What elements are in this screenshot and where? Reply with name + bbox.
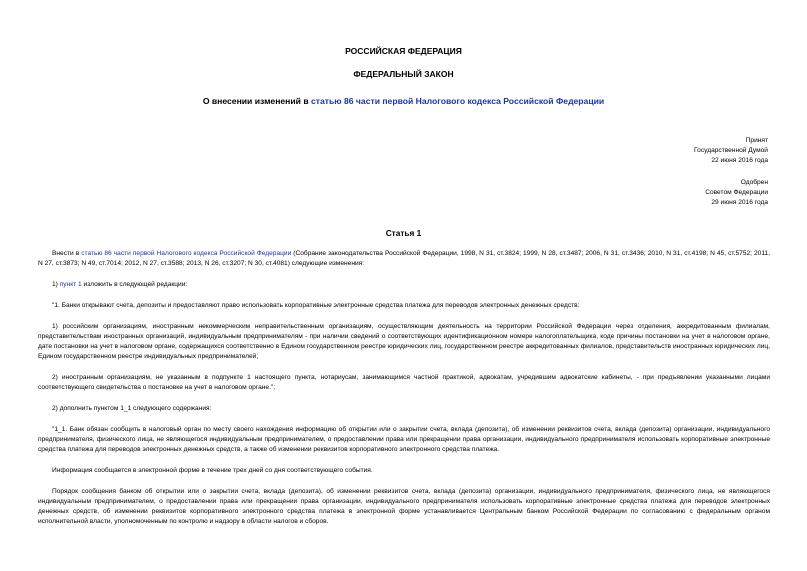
adoption-line-1: Принят bbox=[745, 137, 768, 144]
adoption-date: 22 июня 2016 года bbox=[711, 157, 768, 164]
information-paragraph: Информация сообщается в электронной форме в течение трех дней со дня соответствующего события. bbox=[52, 467, 373, 474]
law-type-heading: ФЕДЕРАЛЬНЫЙ ЗАКОН bbox=[353, 69, 454, 79]
article-body bbox=[38, 249, 770, 536]
point-1-link[interactable]: пункт 1 bbox=[59, 281, 82, 288]
subitem-2-paragraph: 2) иностранным организациям, не указанным в подпункте 1 настоящего пункта, нотариусам, занимающимся частной практикой, адвокатам, учредившим адвокатские кабинеты, - при предъявлении указанными лицами соответствующего свидетельства о постановке на учет в налоговом органе."; bbox=[38, 374, 770, 391]
procedure-paragraph: Порядок сообщения банком об открытии или о закрытии счета, вклада (депозита), об изменении реквизитов счета, вклада (депозита) организации, индивидуального предпринимателя, физического лица, не являющегося индивидуальным предпринимателем, о предоставлении права или прекращении права организации, индивидуального предпринимателя использовать корпоративные электронные средства платежа для переводов электронных денежных средств, об изменении реквизитов корпоративного электронного средства платежа в электронной форме устанавливается Центральным банком Российской Федерации по согласованию с федеральным органом исполнительной власти, уполномоченным по контролю и надзору в области налогов и сборов. bbox=[38, 488, 770, 525]
item-1-prefix: 1) bbox=[52, 281, 60, 288]
intro-paragraph bbox=[38, 249, 770, 269]
intro-prefix: Внести в bbox=[52, 250, 82, 257]
item-2-paragraph: 2) дополнить пунктом 1_1 следующего содержания: bbox=[52, 405, 212, 412]
law-title-prefix: О внесении изменений в bbox=[202, 96, 311, 106]
banks-paragraph: "1. Банки открывают счета, депозиты и предоставляют право использовать корпоративные электронные средства платежа для переводов электронных денежных средств: bbox=[52, 302, 580, 309]
subitem-1-paragraph: 1) российским организациям, иностранным некоммерческим неправительственным организациям, осуществляющим деятельность на территории Российской Федерации через отделения, аккредитованным филиалам, представительствам иностранных организаций, индивидуальным предпринимателям - при наличии сведений о соответствующих идентификационном номере налогоплательщика, коде причины постановки на учет в налоговом органе, дате постановки на учет в налоговом органе, содержащихся соответственно в Едином государственном реестре юридических лиц, государственном реестре аккредитованных филиалов, представительств иностранных юридических лиц, Едином государственном реестре индивидуальных предпринимателей; bbox=[38, 323, 770, 360]
item-1-rest: изложить в следующей редакции: bbox=[81, 281, 188, 288]
intro-rest: (Собрание законодательства Российской Федерации, 1998, N 31, ст.3824; 1999, N 28, ст.3487; 2006, N 31, ст.3436; 2010, N 31, ст.4198; N 45, ст.5752; 2011, N 27, ст.3873; N 49, ст.7014; 2012, N 27, ст.3588; 2013, N 26, ст.3207; N 30, ст.4081) следующие изменения: bbox=[38, 250, 770, 267]
article-title: Статья 1 bbox=[385, 228, 422, 238]
adoption-block bbox=[694, 136, 768, 166]
adoption-line-2: Государственной Думой bbox=[694, 147, 768, 154]
approval-line-1: Одобрен bbox=[740, 179, 768, 186]
approval-block bbox=[705, 178, 768, 208]
intro-article-link[interactable]: статью 86 части первой Налогового кодекса Российской Федерации bbox=[81, 250, 292, 257]
item-1-paragraph bbox=[38, 280, 770, 290]
law-title-link[interactable]: статью 86 части первой Налогового кодекса Российской Федерации bbox=[311, 96, 605, 106]
approval-date: 29 июня 2016 года bbox=[711, 199, 768, 206]
law-title bbox=[0, 96, 807, 106]
approval-line-2: Советом Федерации bbox=[705, 189, 768, 196]
country-heading: РОССИЙСКАЯ ФЕДЕРАЦИЯ bbox=[345, 46, 462, 56]
point-1-1-paragraph: "1_1. Банк обязан сообщить в налоговый орган по месту своего нахождения информацию об открытии или о закрытии счета, вклада (депозита), об изменении реквизитов счета, вклада (депозита) организации, индивидуального предпринимателя, физического лица, не являющегося индивидуальным предпринимателем, о предоставлении права или прекращении права организации, индивидуального предпринимателя использовать корпоративные электронные средства платежа для переводов электронных денежных средств, а также об изменении реквизитов корпоративного электронного средства платежа. bbox=[38, 426, 770, 453]
